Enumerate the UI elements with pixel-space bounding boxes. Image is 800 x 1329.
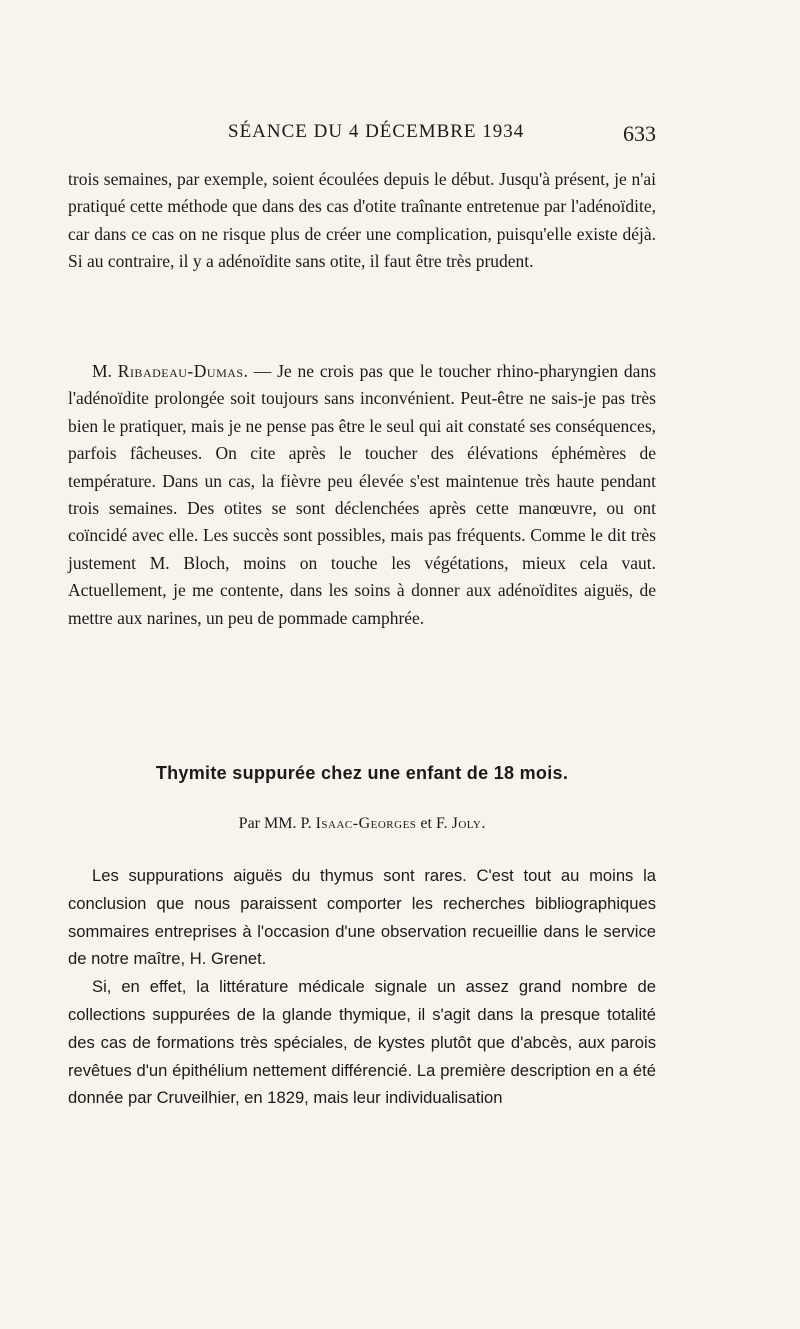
byline-prefix: Par MM. P. [238, 815, 316, 832]
byline-suffix: . [481, 815, 486, 832]
article-byline [68, 815, 656, 833]
running-title: SÉANCE DU 4 DÉCEMBRE 1934 [228, 121, 525, 142]
continued-discussion [68, 166, 656, 276]
article-title: Thymite suppurée chez une enfant de 18 mois. [155, 763, 569, 783]
remark-text: . — Je ne crois pas que le toucher rhino-pharyngien dans l'adénoïdite prolongée soit toujours sans inconvénient. Peut-être ne sais-je pas très bien le pratiquer, mais je ne pense pas être le seul qui ait constaté ses conséquences, parfois fâcheuses. On cite après le toucher des élévations éphémères de température. Dans un cas, la fièvre peu élevée s'est maintenue très haute pendant trois semaines. Des otites se sont déclenchées après cette manœuvre, ou ont coïncidé avec elle. Les succès sont possibles, mais pas fréquents. Comme le dit très justement M. Bloch, moins on touche les végétations, mieux cela vaut. Actuellement, je me contente, dans les soins à donner aux adénoïdites aiguës, de mettre aux narines, un peu de pommade camphrée. [68, 361, 657, 628]
article-body [68, 862, 656, 1112]
paragraph-continued: trois semaines, par exemple, soient écoulées depuis le début. Jusqu'à présent, je n'ai pratiqué cette méthode que dans des cas d'otite traînante entretenue par l'adénoïdite, car dans ce cas on ne risque plus de créer une complication, puisqu'elle existe déjà. Si au contraire, il y a adénoïdite sans otite, il faut être très prudent. [68, 169, 656, 272]
paragraph-ribadeau-dumas [68, 358, 656, 632]
byline-author-1: Isaac-Georges [315, 815, 417, 832]
speaker-name: Ribadeau-Dumas [117, 361, 244, 381]
page-number: 633 [623, 121, 656, 146]
article-paragraph-1: Les suppurations aiguës du thymus sont rares. C'est tout au moins la conclusion que nous paraissent comporter les recherches bibliographiques sommaires entreprises à l'occasion d'une observation recueillie dans le service de notre maître, H. Grenet. [68, 866, 656, 969]
speaker-prefix: M. [92, 361, 118, 381]
running-header [68, 121, 656, 153]
discussion-remark [68, 358, 656, 632]
byline-author-2: Joly [451, 815, 482, 832]
article-paragraph-2: Si, en effet, la littérature médicale signale un assez grand nombre de collections suppurées de la glande thymique, il s'agit dans la presque totalité des cas de formations très spéciales, de kystes plutôt que d'abcès, aux parois revêtues d'un épithélium nettement différencié. La première description en a été donnée par Cruveilhier, en 1829, mais leur individualisation [68, 977, 656, 1108]
byline-joiner: et F. [416, 815, 452, 832]
